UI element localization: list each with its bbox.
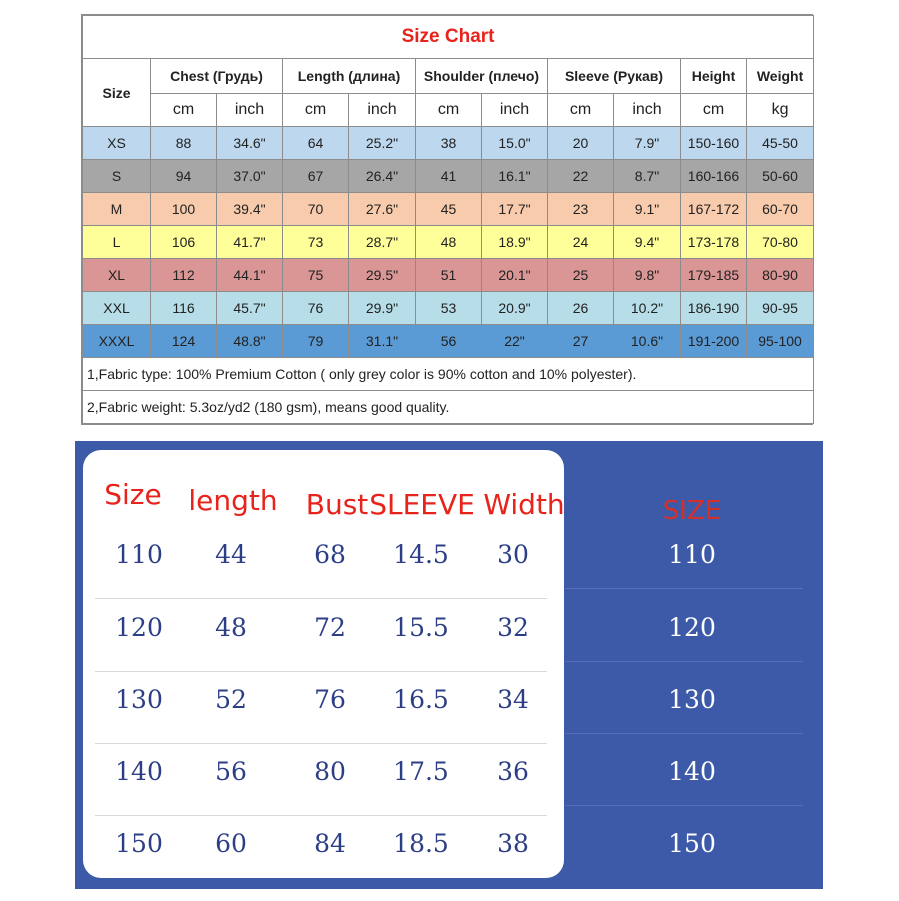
table-cell: 10.2": [614, 292, 681, 325]
side-size-value: 130: [668, 685, 716, 714]
table-cell: 45: [416, 193, 482, 226]
table-cell: 22: [548, 160, 614, 193]
size-label-cell: S: [83, 160, 151, 193]
table-cell: 73: [283, 226, 349, 259]
kids-table-cell: 72: [314, 613, 346, 642]
table-cell: 27.6": [349, 193, 416, 226]
kids-column-header: Size: [104, 478, 162, 511]
side-row-divider: [565, 588, 803, 589]
table-cell: 16.1": [482, 160, 548, 193]
row-divider: [95, 815, 547, 816]
side-size-value: 120: [668, 613, 716, 642]
kids-table-cell: 56: [215, 757, 247, 786]
table-cell: 100: [151, 193, 217, 226]
table-cell: 24: [548, 226, 614, 259]
side-row-divider: [565, 733, 803, 734]
table-cell: 56: [416, 325, 482, 358]
column-group-header: Shoulder (плечо): [416, 59, 548, 94]
table-cell: 95-100: [747, 325, 814, 358]
table-cell: 53: [416, 292, 482, 325]
table-cell: 7.9": [614, 127, 681, 160]
table-cell: 41.7": [217, 226, 283, 259]
column-group-header: Weight: [747, 59, 814, 94]
unit-header: cm: [548, 94, 614, 127]
kids-table-cell: 84: [314, 829, 346, 858]
kids-table-row: [83, 829, 564, 901]
table-cell: 70-80: [747, 226, 814, 259]
table-cell: 75: [283, 259, 349, 292]
table-cell: 25: [548, 259, 614, 292]
table-cell: 44.1": [217, 259, 283, 292]
size-label-cell: XS: [83, 127, 151, 160]
kids-table-cell: 80: [314, 757, 346, 786]
table-cell: 90-95: [747, 292, 814, 325]
table-cell: 60-70: [747, 193, 814, 226]
table-cell: 51: [416, 259, 482, 292]
table-row: [83, 325, 814, 358]
table-cell: 8.7": [614, 160, 681, 193]
table-cell: 34.6": [217, 127, 283, 160]
table-cell: 88: [151, 127, 217, 160]
kids-table-cell: 140: [115, 757, 163, 786]
table-row: [83, 127, 814, 160]
unit-header: cm: [151, 94, 217, 127]
size-label-cell: XXXL: [83, 325, 151, 358]
table-cell: 25.2": [349, 127, 416, 160]
table-cell: 20.9": [482, 292, 548, 325]
table-cell: 50-60: [747, 160, 814, 193]
table-cell: 9.1": [614, 193, 681, 226]
table-cell: 26: [548, 292, 614, 325]
kids-table-row: [83, 613, 564, 685]
kids-table-cell: 15.5: [393, 613, 449, 642]
side-size-header: SIZE: [662, 496, 722, 526]
table-cell: 9.4": [614, 226, 681, 259]
kids-table-cell: 17.5: [393, 757, 449, 786]
table-cell: 173-178: [681, 226, 747, 259]
kids-table-cell: 38: [497, 829, 529, 858]
kids-table-cell: 76: [314, 685, 346, 714]
kids-table-cell: 32: [497, 613, 529, 642]
table-cell: 64: [283, 127, 349, 160]
table-cell: 150-160: [681, 127, 747, 160]
adult-size-chart: [81, 14, 813, 425]
size-label-cell: M: [83, 193, 151, 226]
kids-table-cell: 18.5: [393, 829, 449, 858]
table-cell: 15.0": [482, 127, 548, 160]
table-cell: 20.1": [482, 259, 548, 292]
side-row-divider: [565, 805, 803, 806]
column-group-header: Sleeve (Рукав): [548, 59, 681, 94]
table-cell: 48.8": [217, 325, 283, 358]
unit-header: kg: [747, 94, 814, 127]
table-cell: 28.7": [349, 226, 416, 259]
table-cell: 29.9": [349, 292, 416, 325]
table-cell: 191-200: [681, 325, 747, 358]
kids-table-cell: 48: [215, 613, 247, 642]
side-size-value: 140: [668, 757, 716, 786]
fabric-note: 2,Fabric weight: 5.3oz/yd2 (180 gsm), means good quality.: [83, 391, 814, 424]
fabric-note: 1,Fabric type: 100% Premium Cotton ( only grey color is 90% cotton and 10% polyester).: [83, 358, 814, 391]
table-cell: 106: [151, 226, 217, 259]
table-cell: 26.4": [349, 160, 416, 193]
kids-table-row: [83, 757, 564, 829]
table-cell: 94: [151, 160, 217, 193]
table-cell: 116: [151, 292, 217, 325]
table-cell: 31.1": [349, 325, 416, 358]
table-cell: 17.7": [482, 193, 548, 226]
kids-column-header: Bust: [305, 488, 369, 521]
table-cell: 41: [416, 160, 482, 193]
table-cell: 79: [283, 325, 349, 358]
table-cell: 39.4": [217, 193, 283, 226]
table-row: [83, 193, 814, 226]
table-cell: 179-185: [681, 259, 747, 292]
kids-table-row: [83, 540, 564, 612]
table-cell: 160-166: [681, 160, 747, 193]
table-cell: 9.8": [614, 259, 681, 292]
kids-column-header: length: [188, 484, 278, 517]
table-cell: 76: [283, 292, 349, 325]
table-cell: 18.9": [482, 226, 548, 259]
size-column-header: Size: [83, 59, 151, 127]
table-cell: 70: [283, 193, 349, 226]
kids-table-cell: 34: [497, 685, 529, 714]
side-size-value: 110: [668, 540, 716, 569]
table-cell: 23: [548, 193, 614, 226]
size-chart-title: Size Chart: [83, 16, 814, 59]
column-group-header: Height: [681, 59, 747, 94]
table-cell: 22": [482, 325, 548, 358]
size-label-cell: XXL: [83, 292, 151, 325]
kids-table-cell: 120: [115, 613, 163, 642]
table-cell: 112: [151, 259, 217, 292]
kids-table-cell: 52: [215, 685, 247, 714]
kids-size-panel: [75, 441, 823, 889]
kids-table-cell: 130: [115, 685, 163, 714]
row-divider: [95, 671, 547, 672]
kids-size-card: [83, 450, 564, 878]
unit-header: inch: [349, 94, 416, 127]
column-group-header: Length (длина): [283, 59, 416, 94]
size-label-cell: L: [83, 226, 151, 259]
table-cell: 124: [151, 325, 217, 358]
kids-table-cell: 36: [497, 757, 529, 786]
table-cell: 167-172: [681, 193, 747, 226]
kids-table-row: [83, 685, 564, 757]
table-cell: 186-190: [681, 292, 747, 325]
table-cell: 45-50: [747, 127, 814, 160]
side-size-value: 150: [668, 829, 716, 858]
column-group-header: Chest (Грудь): [151, 59, 283, 94]
table-row: [83, 160, 814, 193]
unit-header: cm: [283, 94, 349, 127]
table-cell: 38: [416, 127, 482, 160]
kids-table-cell: 150: [115, 829, 163, 858]
table-cell: 45.7": [217, 292, 283, 325]
table-cell: 10.6": [614, 325, 681, 358]
table-cell: 67: [283, 160, 349, 193]
unit-header: inch: [482, 94, 548, 127]
kids-table-cell: 44: [215, 540, 247, 569]
adult-size-table: [82, 15, 814, 424]
table-row: [83, 259, 814, 292]
unit-header: inch: [217, 94, 283, 127]
kids-table-cell: 16.5: [393, 685, 449, 714]
kids-column-header: Width: [483, 488, 565, 521]
table-row: [83, 292, 814, 325]
kids-table-cell: 14.5: [393, 540, 449, 569]
unit-header: inch: [614, 94, 681, 127]
kids-table-cell: 30: [497, 540, 529, 569]
table-cell: 29.5": [349, 259, 416, 292]
unit-header: cm: [416, 94, 482, 127]
kids-column-header: SLEEVE: [369, 488, 475, 521]
kids-table-cell: 110: [115, 540, 163, 569]
table-cell: 80-90: [747, 259, 814, 292]
kids-table-cell: 60: [215, 829, 247, 858]
unit-header: cm: [681, 94, 747, 127]
kids-table-cell: 68: [314, 540, 346, 569]
side-row-divider: [565, 661, 803, 662]
table-cell: 37.0": [217, 160, 283, 193]
row-divider: [95, 598, 547, 599]
table-cell: 27: [548, 325, 614, 358]
size-label-cell: XL: [83, 259, 151, 292]
table-cell: 48: [416, 226, 482, 259]
table-row: [83, 226, 814, 259]
row-divider: [95, 743, 547, 744]
table-cell: 20: [548, 127, 614, 160]
